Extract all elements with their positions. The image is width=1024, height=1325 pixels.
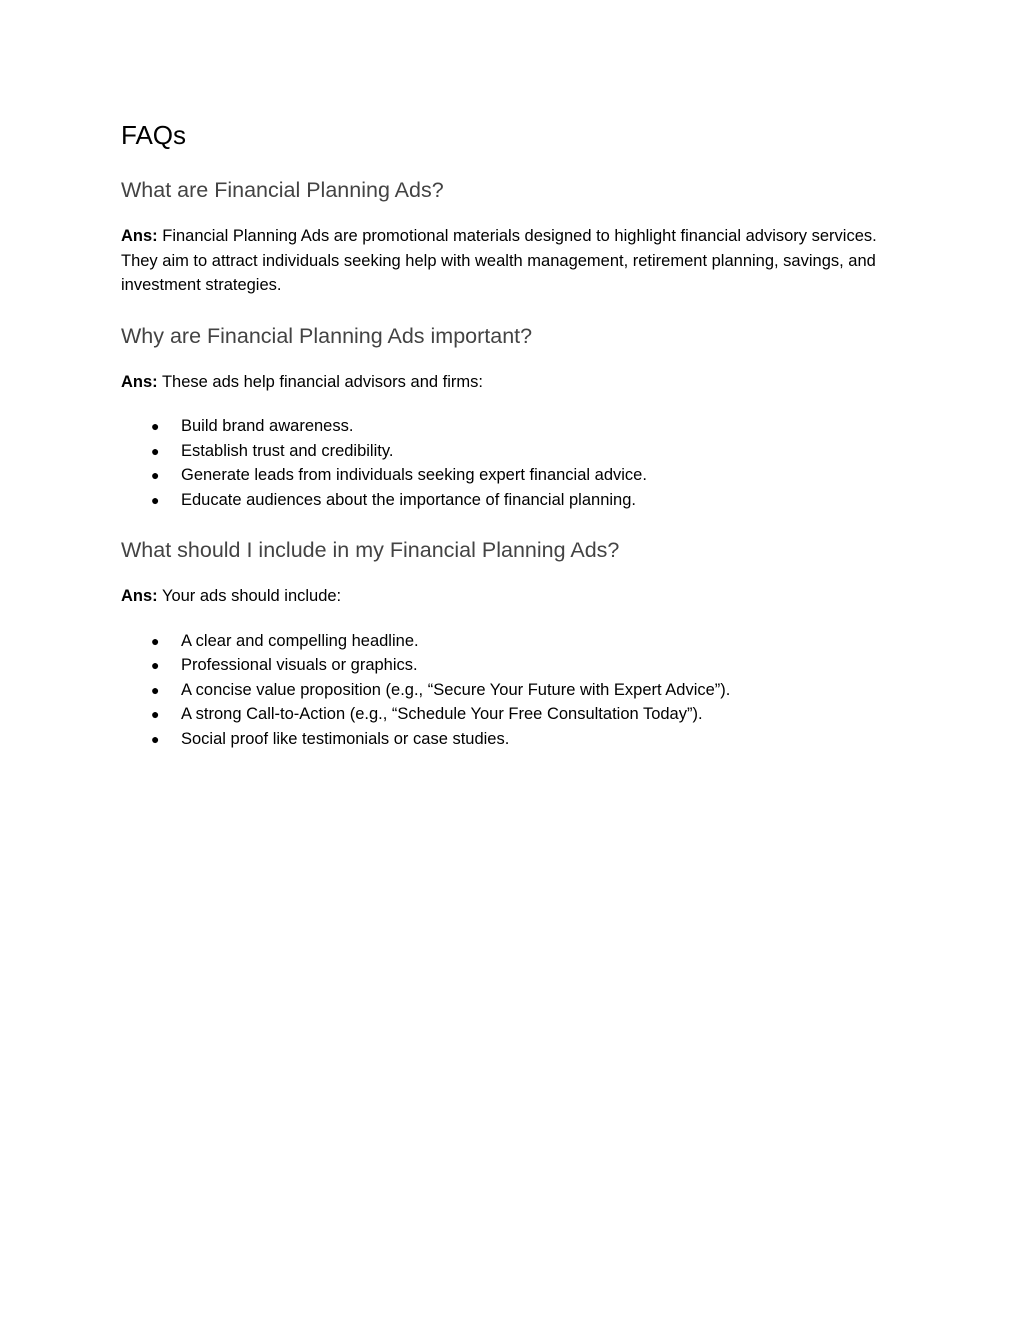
faq-question-1: What are Financial Planning Ads?	[121, 178, 444, 202]
faq-question-3: What should I include in my Financial Planning Ads?	[121, 538, 620, 562]
bullet-icon: ●	[151, 657, 160, 673]
bullet-icon: ●	[151, 418, 160, 434]
list-item-text: A strong Call-to-Action (e.g., “Schedule Your Free Consultation Today”).	[181, 705, 703, 723]
bullet-icon: ●	[151, 632, 160, 649]
list-item-text: Educate audiences about the importance of financial planning.	[181, 490, 636, 509]
list-item	[121, 439, 911, 464]
list-item-text: Build brand awareness.	[181, 417, 354, 435]
list-item	[121, 488, 911, 513]
faq-2-bullet-list	[121, 414, 911, 512]
faq-3-bullet-list	[121, 629, 911, 752]
list-item	[121, 653, 911, 678]
list-item-text: Generate leads from individuals seeking expert financial advice.	[181, 466, 647, 484]
bullet-icon: ●	[151, 730, 160, 747]
bullet-icon: ●	[151, 681, 160, 698]
bullet-icon: ●	[151, 442, 160, 459]
document-page	[121, 118, 911, 751]
list-item	[121, 414, 911, 439]
answer-label: Ans:	[121, 587, 158, 605]
answer-text: These ads help financial advisors and firms:	[157, 372, 483, 391]
list-item-text: Professional visuals or graphics.	[181, 656, 418, 674]
list-item	[121, 727, 911, 752]
answer-text: Your ads should include:	[157, 587, 342, 605]
answer-label: Ans:	[121, 372, 158, 391]
faq-answer-2	[121, 370, 911, 395]
faq-question-2: Why are Financial Planning Ads important?	[121, 323, 533, 348]
bullet-icon: ●	[151, 467, 160, 483]
list-item	[121, 629, 911, 654]
page-title: FAQs	[121, 120, 187, 150]
list-item-text: Social proof like testimonials or case studies.	[181, 729, 510, 748]
list-item	[121, 702, 911, 727]
answer-text: Financial Planning Ads are promotional materials designed to highlight financial advisory services. They aim to attract individuals seeking help with wealth management, retirement planning, savings, and investment strategies.	[121, 227, 877, 294]
list-item-text: A clear and compelling headline.	[181, 631, 419, 650]
list-item	[121, 463, 911, 488]
list-item-text: Establish trust and credibility.	[181, 441, 394, 460]
list-item-text: A concise value proposition (e.g., “Secure Your Future with Expert Advice”).	[181, 680, 731, 699]
answer-label: Ans:	[121, 227, 158, 245]
faq-answer-1	[121, 224, 911, 298]
faq-answer-3	[121, 584, 911, 609]
list-item	[121, 678, 911, 703]
bullet-icon: ●	[151, 491, 160, 508]
bullet-icon: ●	[151, 706, 160, 722]
